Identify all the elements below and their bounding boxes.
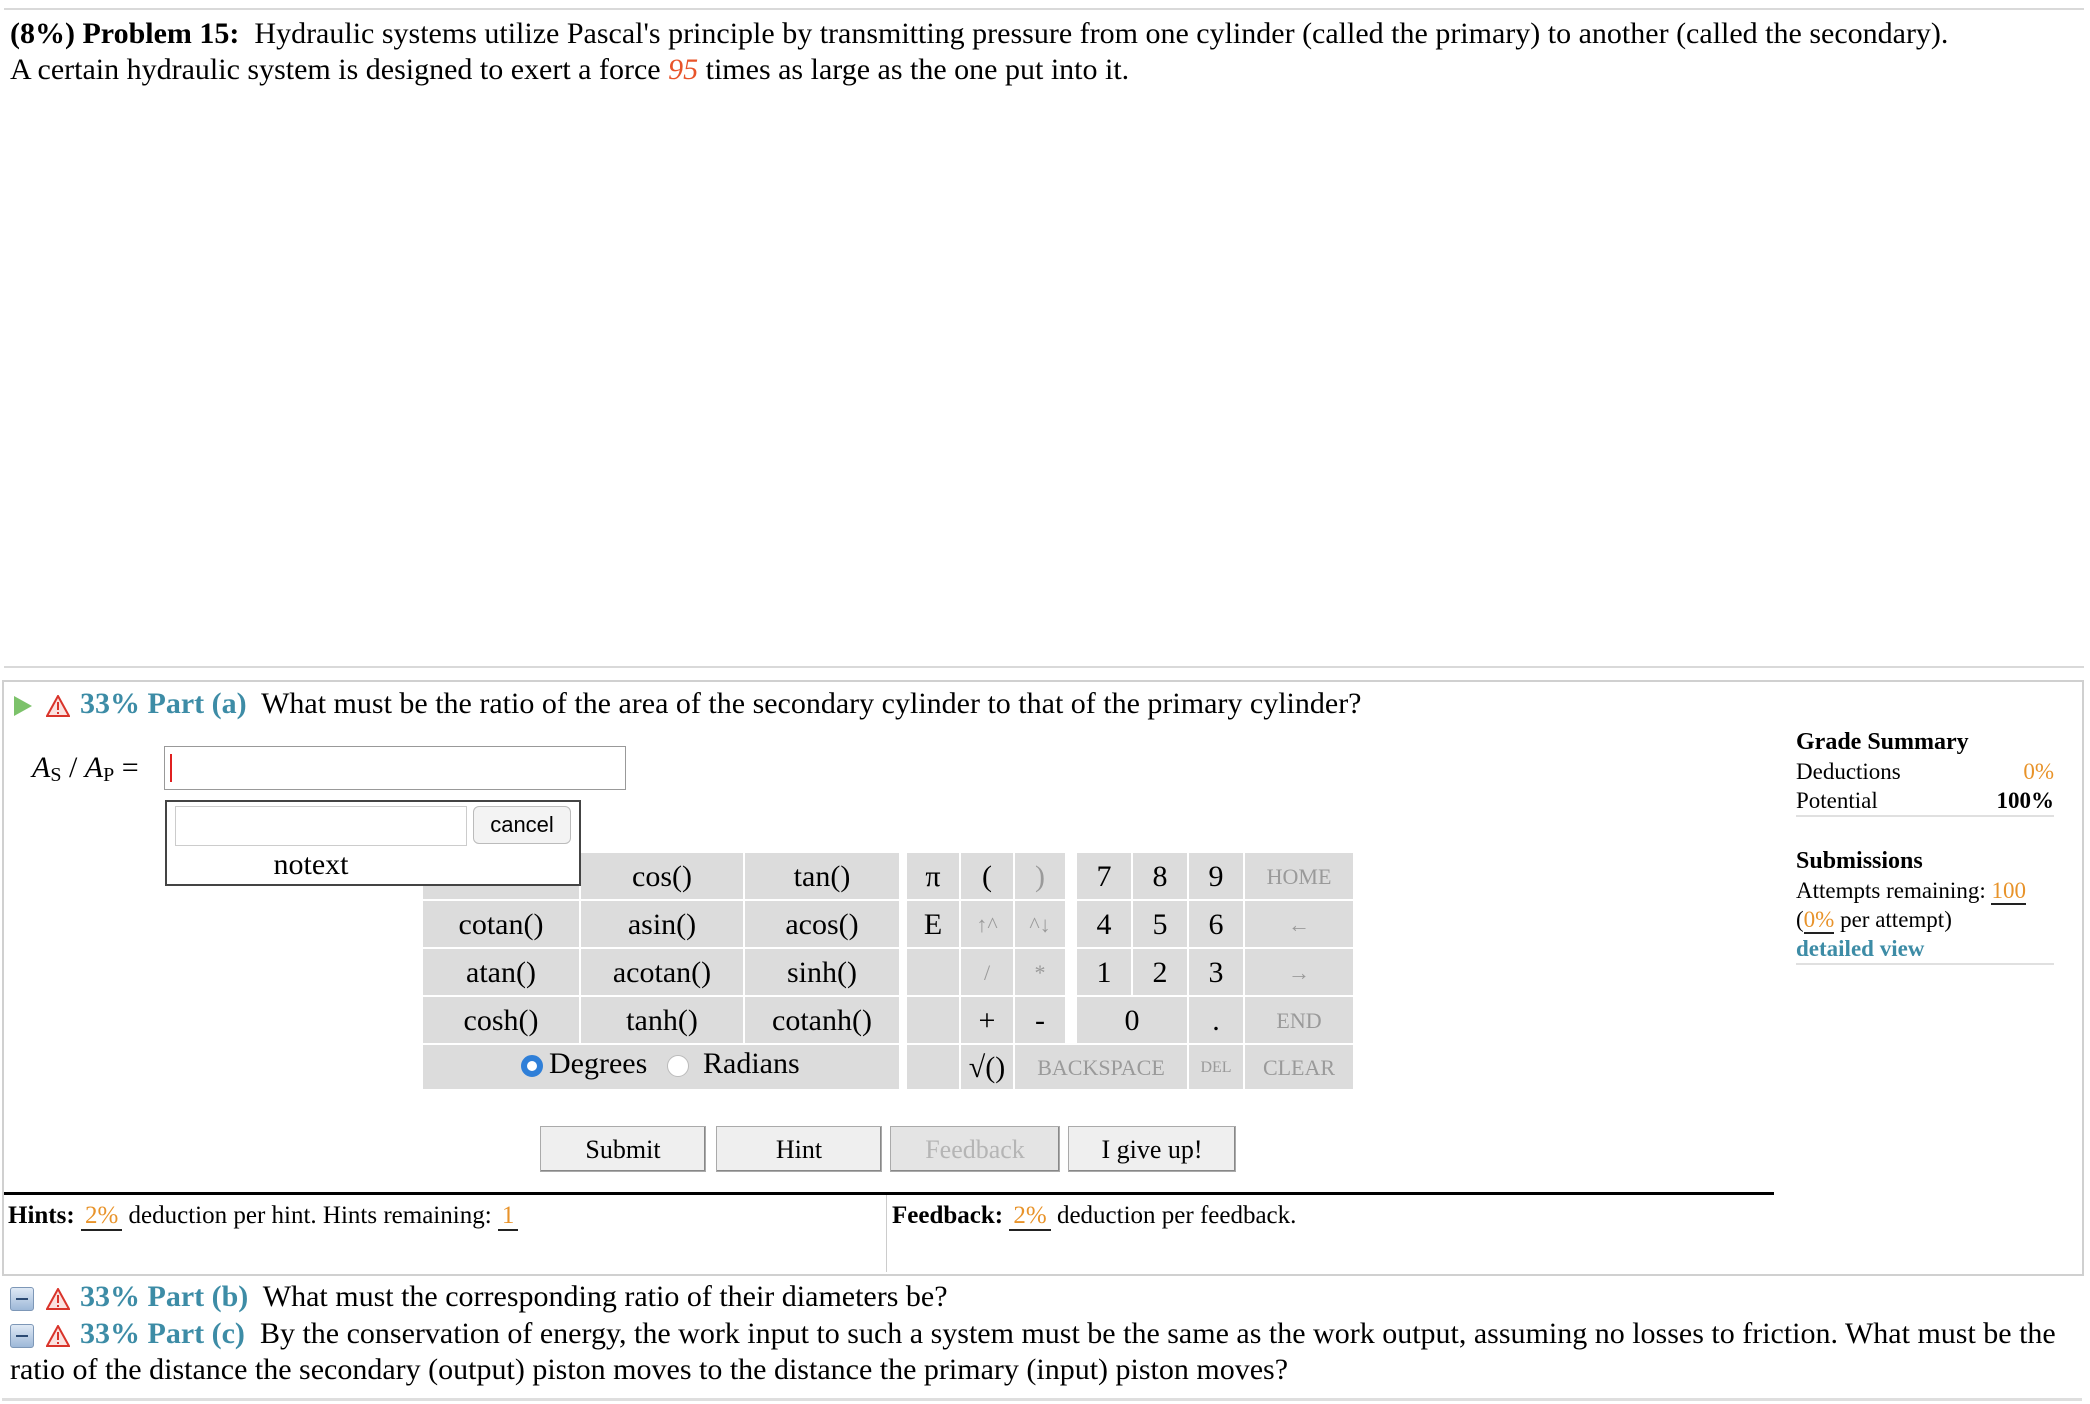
give-up-button[interactable]: I give up! <box>1068 1126 1236 1172</box>
collapse-icon[interactable] <box>10 1324 34 1348</box>
feedback-deduction: 2% <box>1009 1202 1050 1231</box>
key-tan[interactable]: tan() <box>744 852 900 900</box>
attempts-label: Attempts remaining: <box>1796 878 1986 903</box>
grade-summary-title: Grade Summary <box>1796 729 1969 755</box>
per-attempt-suffix: per attempt) <box>1840 907 1952 932</box>
key-end[interactable]: END <box>1244 996 1354 1044</box>
key-lparen[interactable]: ( <box>960 852 1014 900</box>
warning-icon <box>46 1325 70 1347</box>
attempts-row <box>1796 876 2054 905</box>
key-5[interactable]: 5 <box>1132 900 1188 948</box>
key-4[interactable]: 4 <box>1076 900 1132 948</box>
var-left: A <box>32 751 51 784</box>
feedback-button[interactable]: Feedback <box>890 1126 1060 1172</box>
deductions-value: 0% <box>2023 759 2054 784</box>
per-attempt-open: ( <box>1796 907 1804 932</box>
part-a-question: What must be the ratio of the area of the secondary cylinder to that of the primary cylinder? <box>261 687 1362 720</box>
hints-info <box>8 1200 518 1232</box>
key-2[interactable]: 2 <box>1132 948 1188 996</box>
problem-weight: (8%) <box>10 17 75 50</box>
key-blank-3 <box>906 1044 960 1090</box>
key-clear[interactable]: CLEAR <box>1244 1044 1354 1090</box>
per-attempt-row <box>1796 905 2054 934</box>
key-sqrt[interactable]: √() <box>960 1044 1014 1090</box>
hints-remaining: 1 <box>498 1202 519 1231</box>
grade-summary <box>1796 728 2054 965</box>
part-a-percent: 33% Part (a) <box>80 687 247 720</box>
problem-label: Problem 15: <box>82 17 240 50</box>
deductions-label: Deductions <box>1796 759 1901 784</box>
potential-row <box>1796 786 2054 817</box>
key-cos[interactable]: cos() <box>580 852 744 900</box>
hints-middle-text: deduction per hint. Hints remaining: <box>128 1202 492 1229</box>
ratio-slash: / <box>68 751 78 784</box>
key-0[interactable]: 0 <box>1076 996 1188 1044</box>
part-b-header[interactable] <box>10 1278 948 1316</box>
key-blank <box>906 948 960 996</box>
key-acos[interactable]: acos() <box>744 900 900 948</box>
cancel-button[interactable]: cancel <box>473 806 571 844</box>
key-7[interactable]: 7 <box>1076 852 1132 900</box>
key-8[interactable]: 8 <box>1132 852 1188 900</box>
key-home[interactable]: HOME <box>1244 852 1354 900</box>
force-factor: 95 <box>668 53 699 86</box>
part-c-header[interactable] <box>10 1316 2070 1388</box>
var-right: A <box>84 751 104 784</box>
key-sinh[interactable]: sinh() <box>744 948 900 996</box>
key-pi[interactable]: π <box>906 852 960 900</box>
detailed-view-link[interactable]: detailed view <box>1796 936 1925 961</box>
text-caret <box>170 754 172 782</box>
degrees-label: Degrees <box>549 1047 648 1080</box>
part-b-question: What must the corresponding ratio of their diameters be? <box>262 1280 948 1313</box>
popup-input[interactable] <box>175 806 467 846</box>
popup-notext: notext <box>273 848 349 881</box>
answer-input[interactable] <box>164 746 626 790</box>
feedback-info <box>892 1200 1296 1232</box>
part-a-header <box>14 684 1362 724</box>
hint-deduction: 2% <box>81 1202 122 1231</box>
bottom-divider <box>2 1398 2082 1401</box>
angle-mode-row <box>422 1044 900 1090</box>
problem-container <box>4 8 2084 668</box>
key-rparen[interactable]: ) <box>1014 852 1066 900</box>
hint-button[interactable]: Hint <box>716 1126 882 1172</box>
degrees-radio[interactable] <box>521 1055 543 1077</box>
problem-text-before: Hydraulic systems utilize Pascal's principle by transmitting pressure from one cylinder (called the primary) to another (called the secondary). A certain hydraulic system is designed to exert a force <box>10 17 1949 86</box>
key-1[interactable]: 1 <box>1076 948 1132 996</box>
feedback-label: Feedback: <box>892 1202 1004 1229</box>
key-dot[interactable]: . <box>1188 996 1244 1044</box>
key-down-arrow[interactable]: ^↓ <box>1014 900 1066 948</box>
expand-arrow-icon[interactable] <box>14 696 32 716</box>
key-up-arrow[interactable]: ↑^ <box>960 900 1014 948</box>
problem-text-after: times as large as the one put into it. <box>705 53 1130 86</box>
key-tanh[interactable]: tanh() <box>580 996 744 1044</box>
submit-button[interactable]: Submit <box>540 1126 706 1172</box>
key-e[interactable]: E <box>906 900 960 948</box>
problem-statement <box>10 16 1970 88</box>
key-cotan[interactable]: cotan() <box>422 900 580 948</box>
equals-sign: = <box>121 751 139 784</box>
key-cosh[interactable]: cosh() <box>422 996 580 1044</box>
radians-radio[interactable] <box>667 1055 689 1077</box>
key-cotanh[interactable]: cotanh() <box>744 996 900 1044</box>
key-3[interactable]: 3 <box>1188 948 1244 996</box>
var-left-sub: S <box>50 764 62 786</box>
key-multiply[interactable]: * <box>1014 948 1066 996</box>
potential-value: 100% <box>1996 788 2054 813</box>
collapse-icon[interactable] <box>10 1287 34 1311</box>
feedback-suffix: deduction per feedback. <box>1056 1202 1297 1229</box>
var-right-sub: P <box>103 764 115 786</box>
answer-label <box>32 748 139 795</box>
hints-label: Hints: <box>8 1202 75 1229</box>
key-plus[interactable]: + <box>960 996 1014 1044</box>
key-left-arrow[interactable]: ← <box>1244 900 1354 948</box>
input-popup <box>165 800 581 886</box>
warning-icon <box>46 695 70 717</box>
key-atan[interactable]: atan() <box>422 948 580 996</box>
submissions-title: Submissions <box>1796 848 1923 874</box>
part-c-question: By the conservation of energy, the work input to such a system must be the same as the work output, assuming no losses to friction. What must be the ratio of the distance the secondary (output) piston moves to the distance the primary (input) piston moves? <box>10 1317 2056 1386</box>
key-minus[interactable]: - <box>1014 996 1066 1044</box>
key-asin[interactable]: asin() <box>580 900 744 948</box>
key-6[interactable]: 6 <box>1188 900 1244 948</box>
attempts-value: 100 <box>1991 878 2026 903</box>
radians-label: Radians <box>703 1047 800 1080</box>
potential-label: Potential <box>1796 788 1878 813</box>
key-right-arrow[interactable]: → <box>1244 948 1354 996</box>
key-divide[interactable]: / <box>960 948 1014 996</box>
warning-icon <box>46 1288 70 1310</box>
key-acotan[interactable]: acotan() <box>580 948 744 996</box>
key-backspace[interactable]: BACKSPACE <box>1014 1044 1188 1090</box>
key-blank-2 <box>906 996 960 1044</box>
key-9[interactable]: 9 <box>1188 852 1244 900</box>
part-b-percent: 33% Part (b) <box>80 1280 249 1313</box>
hints-divider <box>886 1195 887 1272</box>
per-attempt-value: 0% <box>1803 907 1835 932</box>
deductions-row <box>1796 757 2054 786</box>
key-del[interactable]: DEL <box>1188 1044 1244 1090</box>
part-c-percent: 33% Part (c) <box>80 1317 245 1350</box>
